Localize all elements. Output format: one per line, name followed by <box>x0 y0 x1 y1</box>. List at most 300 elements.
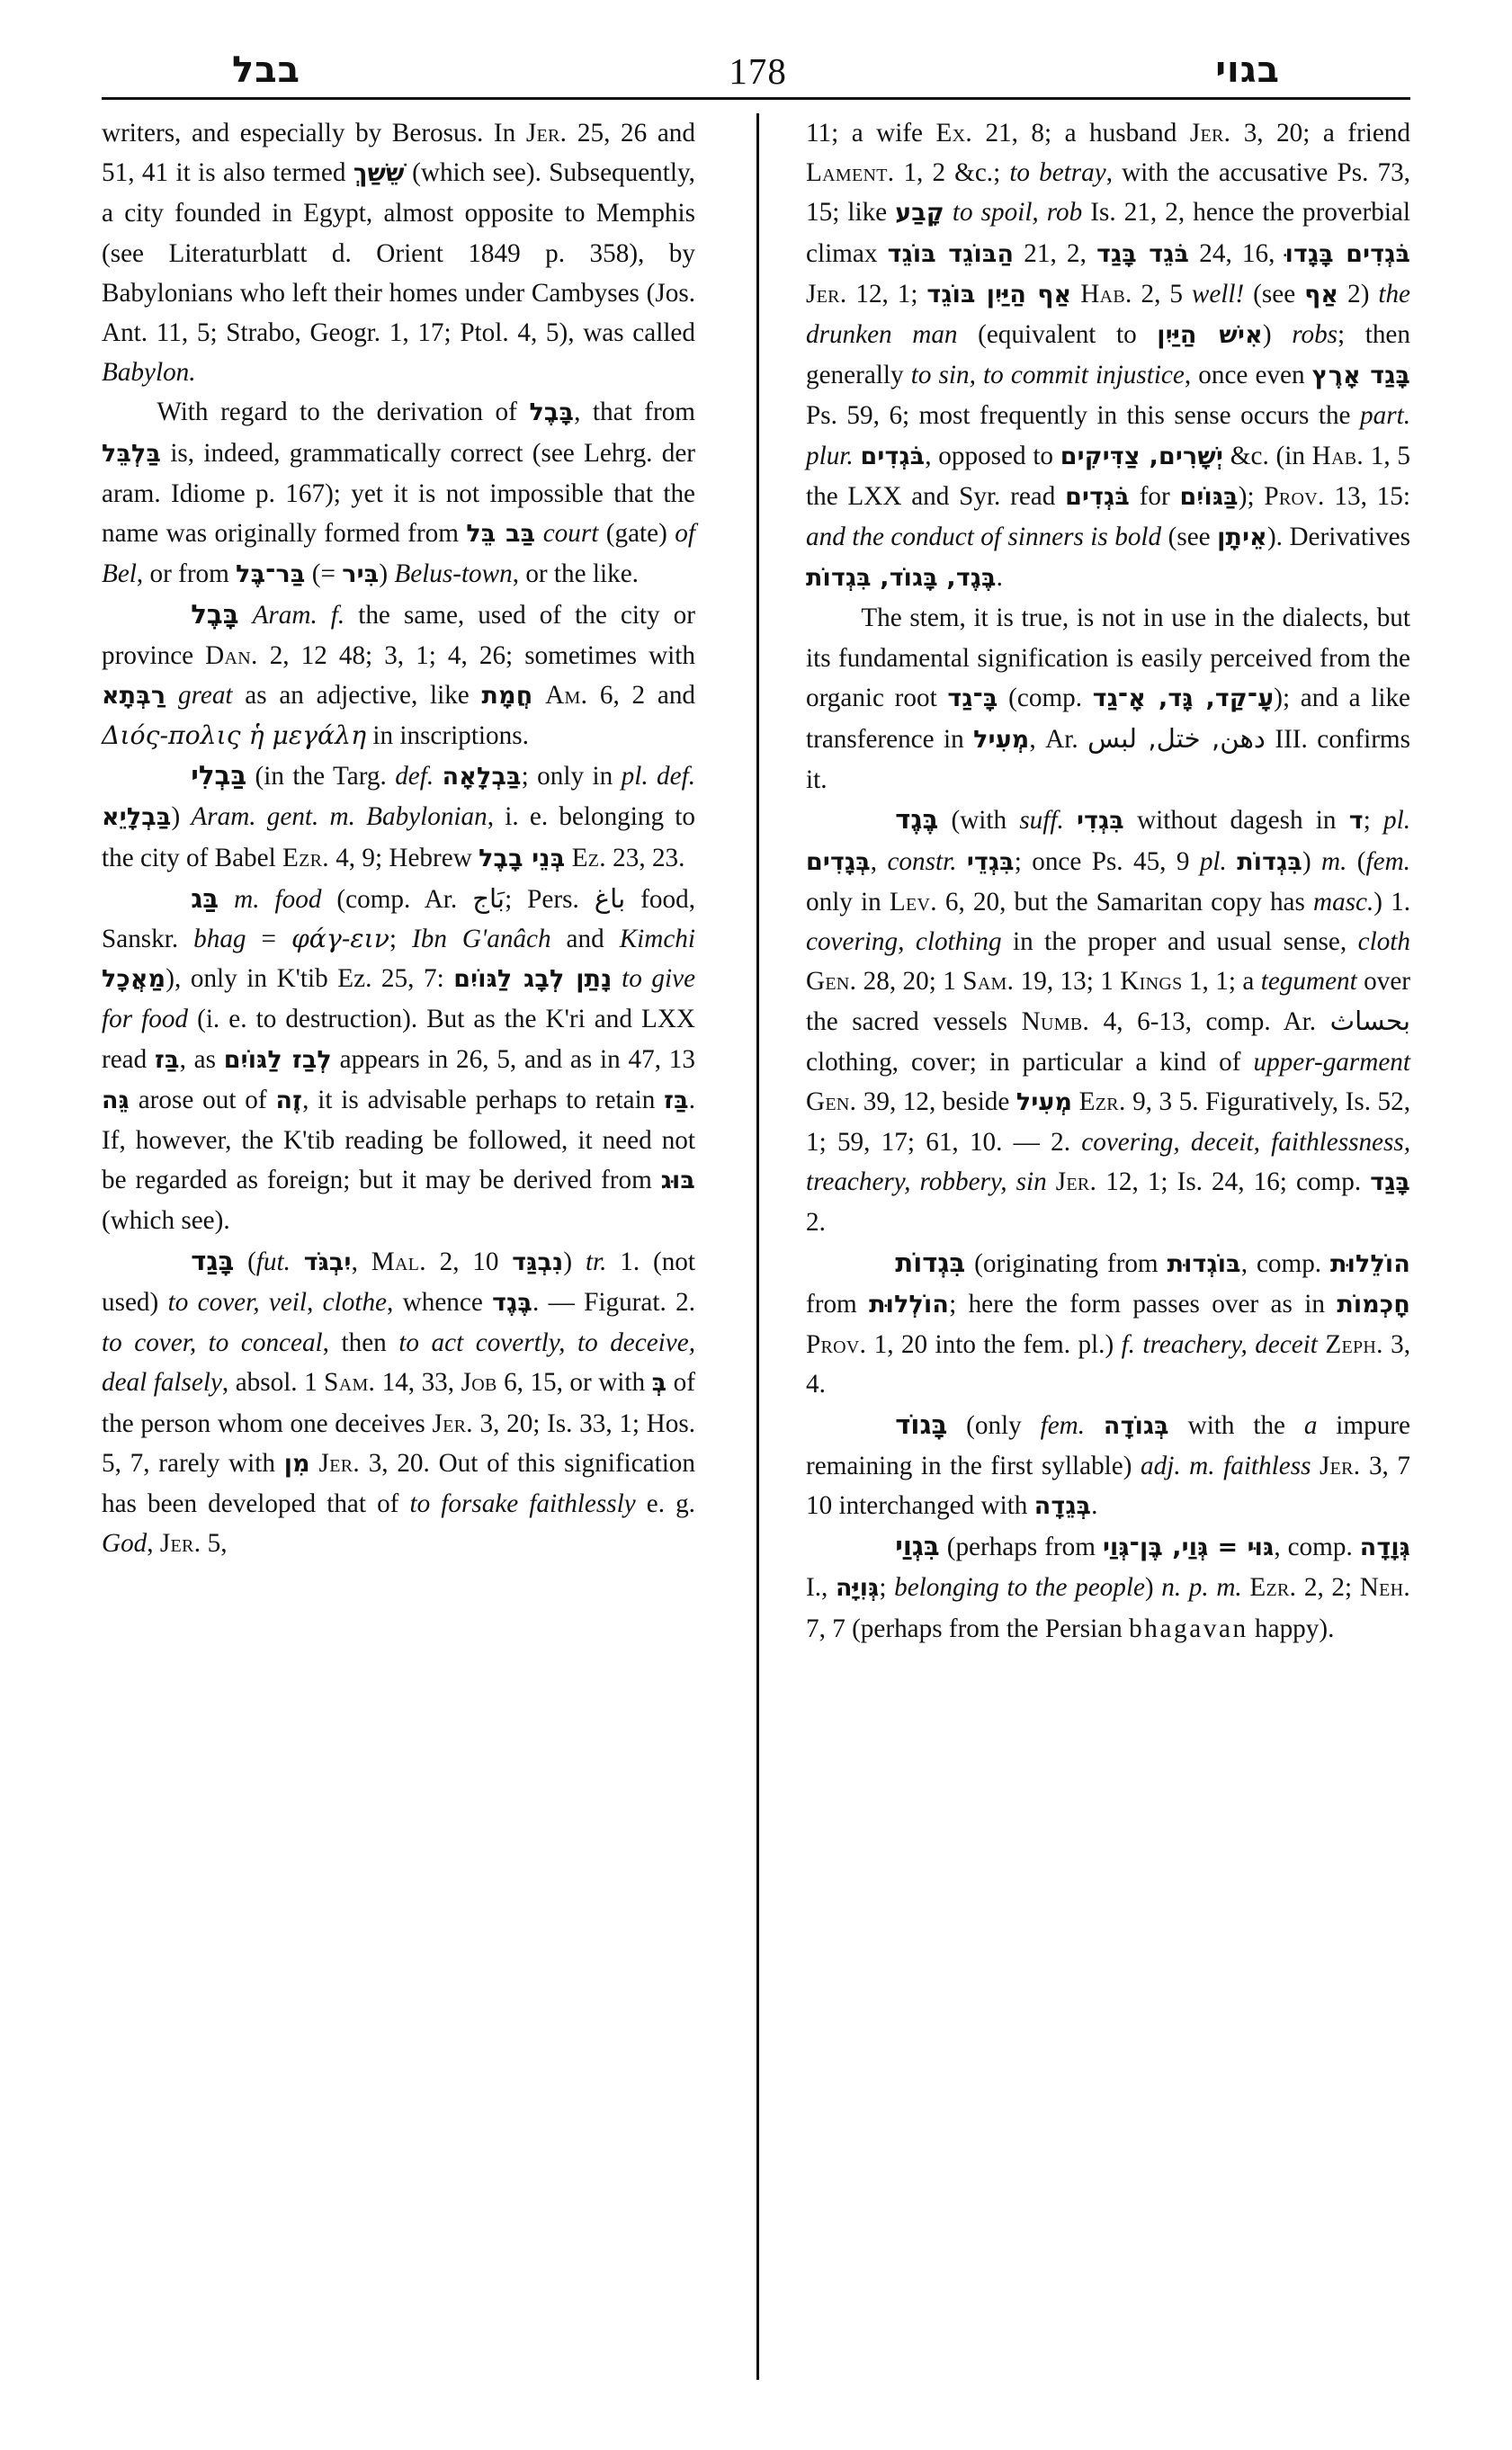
gloss-italic: to betray <box>1009 158 1106 188</box>
hebrew-word: בָּגַד <box>1370 1168 1410 1197</box>
hebrew-word: בֹּגְדִים בָּגָדוּ <box>1284 239 1411 268</box>
bible-book-abbrev: Hab. <box>1080 279 1132 308</box>
gloss-italic: of Bel <box>102 519 695 589</box>
hebrew-lemma: בָּבֶל <box>191 599 239 630</box>
body-text: , whence <box>387 1287 493 1317</box>
gloss-italic: n. p. m. <box>1161 1573 1242 1603</box>
gloss-italic: Ibn G'anâch <box>412 925 551 954</box>
body-text: (= <box>305 559 343 589</box>
body-text: III. confirms it. <box>806 725 1410 795</box>
left-column <box>102 113 695 2380</box>
hebrew-word: בָּגַד אָרֶץ <box>1311 362 1410 390</box>
body-text: , that from <box>574 398 695 427</box>
body-text: clothing, cover; in particular a kind of <box>806 1047 1254 1077</box>
body-text: e. g. <box>635 1489 695 1518</box>
body-text <box>535 519 542 548</box>
body-text: 24, 16, <box>1189 238 1285 268</box>
gloss-italic: to spoil, rob <box>952 198 1083 228</box>
body-text: 6, 20, but the Samaritan copy has <box>936 887 1313 917</box>
body-text: With regard to the derivation of <box>157 398 530 427</box>
body-text: 1. (not used) <box>102 1247 695 1317</box>
body-text: with the <box>1168 1410 1304 1440</box>
body-text: writers, and especially by Berosus. In <box>102 119 526 148</box>
header-rule <box>102 97 1410 100</box>
bible-book-abbrev: Hab. <box>1311 441 1364 470</box>
body-text: ) <box>171 802 192 832</box>
body-text <box>166 681 178 710</box>
body-text: . If, however, the K'tib reading be followed, it need not be regarded as foreign; but it may be derived from <box>102 1085 695 1195</box>
body-text <box>1227 847 1237 876</box>
hebrew-word: הַבּוֹגֵד בּוֹגֵד <box>887 239 1015 268</box>
body-text: 9, 3 5. Figuratively, Is. 52, 1; 59, 17; 61, 10. — 2. <box>806 1086 1410 1158</box>
gloss-italic: constr. <box>887 846 957 876</box>
entry-babel-continued <box>102 113 695 392</box>
arabic-word: دهن, ختل, لبس <box>1087 723 1266 755</box>
body-text: 1, 20 into the fem. pl.) <box>866 1330 1122 1360</box>
greek-word: φάγ-ειν <box>291 924 389 954</box>
hebrew-word: בִּגְדוֹת <box>1237 847 1302 876</box>
body-text: ( <box>234 1247 256 1276</box>
body-text: 12, 1; Is. 24, 16; comp. <box>1096 1167 1371 1197</box>
gloss-italic: pl. <box>1199 846 1227 876</box>
gloss-italic: great <box>178 680 233 710</box>
entry-bigdot <box>806 1243 1410 1405</box>
bible-book-abbrev: Neh. <box>1359 1573 1410 1603</box>
body-text: . <box>996 563 1003 593</box>
gloss-italic: food <box>274 884 322 914</box>
two-column-body <box>102 113 1410 2380</box>
hebrew-word: זֶה <box>275 1086 303 1114</box>
hebrew-lemma: בָּגוֹד <box>895 1408 948 1440</box>
hebrew-word: יִבְגֹּד <box>303 1247 352 1276</box>
hebrew-word: מִן <box>283 1449 310 1478</box>
hebrew-word: מַאֲכָל <box>102 965 166 994</box>
body-text: arose out of <box>129 1085 276 1114</box>
body-text: and <box>550 925 620 954</box>
body-text: bhagavan <box>1129 1614 1248 1643</box>
body-text: (perhaps from <box>939 1533 1103 1562</box>
body-text: 6, 2 and <box>587 680 696 710</box>
body-text: (comp. Ar. <box>321 884 473 914</box>
body-text: (gate) <box>598 519 675 549</box>
gloss-italic: def. <box>395 762 434 791</box>
body-text: (which see). Subsequently, a city founded in Egypt, almost opposite to Memphis (see Literaturblatt d. Orient 1849 p. 358), by Babylonians who left their homes under Cambyses (Jos. Ant. 11, 5; Strabo, Geogr. 1, 17; Ptol. 4, 5), was called <box>102 158 695 348</box>
body-text: ), only in K'tib Ez. 25, 7: <box>166 964 454 994</box>
body-text: ( <box>1346 846 1366 876</box>
gloss-italic: Belus-town <box>394 559 513 589</box>
arabic-word: باغ <box>594 882 626 914</box>
body-text: 1, 5 the LXX and Syr. read <box>806 441 1410 511</box>
body-text: 39, 12, beside <box>856 1086 1016 1116</box>
bible-book-abbrev: Dan. <box>205 640 258 670</box>
body-text <box>957 847 967 876</box>
gloss-italic: Kimchi <box>619 925 696 954</box>
gloss-italic: Babylon. <box>102 358 196 388</box>
body-text: , with the accusative Ps. 73, 15; like <box>806 158 1410 228</box>
bible-book-abbrev: Jer. <box>1319 1451 1361 1480</box>
body-text: (equivalent to <box>957 320 1158 350</box>
body-text: ) <box>1302 846 1322 876</box>
running-head-left-catchword: בבל <box>232 49 300 91</box>
body-text: for <box>1129 481 1180 511</box>
hebrew-lemma: בַּג <box>191 882 219 914</box>
body-text: happy). <box>1248 1614 1335 1643</box>
body-text: ) <box>1262 320 1293 350</box>
body-text: 1, 1; a <box>1182 967 1261 997</box>
bible-book-abbrev: Ez. <box>571 843 606 872</box>
bible-book-abbrev: Lev. <box>889 887 937 917</box>
body-text <box>1215 1452 1224 1480</box>
hebrew-word: בַּלְבֵּל <box>102 439 162 468</box>
bible-book-abbrev: Gen. <box>806 967 857 997</box>
body-text: . <box>1091 1490 1098 1520</box>
entry-bag <box>102 879 695 1241</box>
body-text: (which see). <box>102 1206 230 1236</box>
body-text: 14, 33, <box>375 1368 461 1398</box>
gloss-italic: God <box>102 1529 148 1559</box>
hebrew-word: בֹּגֵד בָּגַד <box>1096 239 1190 268</box>
body-text: of the person whom one deceives <box>102 1368 695 1438</box>
body-text: (see <box>1161 523 1218 552</box>
body-text: is, indeed, grammatically correct (see Lehrg. der aram. Idiome p. 167); yet it is not impossible that the name was originally formed from <box>102 438 695 549</box>
body-text: ) <box>1144 1573 1162 1603</box>
body-text: 7, 7 (perhaps from the Persian <box>806 1614 1130 1643</box>
gloss-italic: adj. m. <box>1141 1451 1215 1480</box>
body-text: 2, 12 48; 3, 1; 4, 26; sometimes with <box>257 640 695 670</box>
entry-bigvai <box>806 1526 1410 1649</box>
body-text: , <box>147 1529 160 1559</box>
hebrew-word: בּוֹגְדוּת <box>1167 1249 1241 1278</box>
greek-word: Διός-πολις ἡ μεγάλη <box>102 720 367 751</box>
gloss-italic: suff. <box>1019 806 1064 836</box>
hebrew-word: אַף הַיַּיִן בּוֹגֵד <box>926 280 1072 308</box>
body-text: in inscriptions. <box>366 721 529 751</box>
gloss-italic: upper-garment <box>1253 1047 1410 1077</box>
hebrew-word: חָכְמוֹת <box>1337 1290 1410 1319</box>
body-text: over the sacred vessels <box>806 967 1411 1037</box>
hebrew-word: בְּגוֹדָה <box>1103 1411 1169 1440</box>
body-text: ) <box>379 559 395 589</box>
body-text: 3, 7 10 interchanged with <box>806 1451 1411 1520</box>
hebrew-word: לְבַז לַגּוֹיִם <box>223 1045 332 1074</box>
hebrew-word: בְּ <box>651 1369 667 1398</box>
hebrew-word: אַף <box>1304 280 1339 308</box>
hebrew-word: ד <box>1348 807 1364 836</box>
hebrew-word: בַּבְלָיֵא <box>102 803 172 832</box>
body-text: ) <box>563 1247 586 1276</box>
body-text <box>1072 1087 1079 1116</box>
body-text: ; Pers. <box>505 884 595 914</box>
gloss-italic: part. plur. <box>806 401 1410 470</box>
bible-book-abbrev: Ezr. <box>1078 1086 1126 1116</box>
hebrew-word: מְעִיל <box>973 726 1030 755</box>
gloss-italic: faithless <box>1223 1451 1311 1480</box>
body-text: ; <box>389 925 413 954</box>
hebrew-word: בַּבְלָאָה <box>442 763 522 791</box>
gloss-italic: to cover, veil, clothe <box>167 1287 387 1317</box>
body-text: 3, 4. <box>806 1330 1411 1399</box>
gloss-italic: well! <box>1191 279 1245 308</box>
body-text: 21, 2, <box>1014 238 1097 268</box>
hebrew-lemma: בִּגְדוֹת <box>895 1247 966 1278</box>
body-text: ). Derivatives <box>1266 523 1410 552</box>
bible-book-abbrev: Jer. <box>159 1529 201 1559</box>
hebrew-word: בְּנֵי בָבֶל <box>479 844 566 872</box>
body-text <box>944 198 953 227</box>
body-text: (only <box>947 1410 1041 1440</box>
hebrew-word: בְּגֵדָה <box>1033 1491 1092 1520</box>
entry-bagad-continued <box>806 113 1410 598</box>
hebrew-word: יְשָׁרִים, צַדִּיקִים <box>1060 442 1224 470</box>
bible-book-abbrev: Jer. <box>1189 119 1231 148</box>
hebrew-word: בִּגְדִי <box>1077 807 1124 836</box>
hebrew-word: בֶּגֶד <box>492 1288 532 1317</box>
hebrew-word: גְּוָדָה <box>1359 1533 1410 1562</box>
hebrew-word: שֵׁשַׁךְ <box>353 159 405 188</box>
bible-book-abbrev: Jer. <box>432 1408 473 1438</box>
hebrew-word: בַּז <box>664 1086 689 1114</box>
body-text: 12, 1; <box>846 279 927 308</box>
gloss-italic: bhag <box>193 925 246 954</box>
body-text: 11; a wife <box>806 119 936 148</box>
gloss-italic: tegument <box>1260 967 1357 997</box>
entry-babel-aram <box>102 595 695 756</box>
bible-book-abbrev: Jer. <box>525 119 568 148</box>
body-text <box>260 885 275 914</box>
body-text: 4, 9; Hebrew <box>328 843 479 872</box>
body-text: 3, 20. Out of this signification has been developed that of <box>102 1448 695 1518</box>
body-text: 6, 15, or with <box>497 1368 652 1398</box>
body-text: (with <box>938 806 1020 836</box>
gloss-italic: fem. <box>1040 1410 1086 1440</box>
body-text: , or the like. <box>512 559 639 589</box>
hebrew-word: בַּב בֵּל <box>466 520 536 549</box>
bible-book-abbrev: Zeph. <box>1325 1330 1383 1360</box>
body-text: ; only in <box>521 762 622 791</box>
hebrew-word: אֵיתָן <box>1217 523 1267 552</box>
body-text: ; then generally <box>806 320 1410 390</box>
body-text: ); <box>1238 481 1265 511</box>
gloss-italic: fut. <box>255 1247 291 1276</box>
body-text: (comp. <box>998 683 1093 712</box>
body-text <box>565 844 571 872</box>
bible-book-abbrev: Am. <box>545 680 588 710</box>
gloss-italic: Babylonian <box>366 802 488 832</box>
body-text <box>434 762 442 791</box>
gloss-italic: pl. <box>1383 806 1411 836</box>
bible-book-abbrev: Ex. <box>935 119 972 148</box>
bible-book-abbrev: Numb. <box>1021 1007 1090 1037</box>
body-text: 5, <box>201 1529 228 1559</box>
page-number: 178 <box>729 50 787 92</box>
hebrew-word: בָּ־גַד <box>947 684 998 712</box>
bible-book-abbrev: Ezr. <box>1249 1573 1297 1603</box>
body-text <box>532 681 545 710</box>
gloss-italic: fem. <box>1365 846 1410 876</box>
body-text: I., <box>806 1573 836 1603</box>
body-text: 13, 15: <box>1324 481 1410 511</box>
body-text: 25, 26 and 51, 41 it is also termed <box>102 119 695 188</box>
bible-book-abbrev: Jer. <box>1055 1167 1097 1197</box>
gloss-italic: to sin, to commit injustice <box>910 361 1185 390</box>
hebrew-word: נִבְגַּד <box>512 1247 564 1276</box>
gloss-italic: tr. <box>585 1247 607 1276</box>
hebrew-word: בִּיר <box>342 560 380 589</box>
hebrew-word: קָבַע <box>895 199 944 228</box>
body-text: 2, 2; <box>1296 1573 1360 1603</box>
body-text: &c. (in <box>1223 441 1312 470</box>
running-head-right-catchword: בגוי <box>1215 49 1280 91</box>
gloss-italic: and the conduct of sinners is bold <box>806 523 1162 552</box>
bible-book-abbrev: Jer. <box>318 1448 360 1478</box>
gloss-italic: treachery, deceit <box>1142 1330 1318 1360</box>
body-text <box>1085 1411 1104 1440</box>
hebrew-word: בֶּגֶד, בָּגוֹד, בִּגְדוֹת <box>806 564 997 593</box>
hebrew-word: גּוּי = גְּוַי, בֶּן־גְּוַי <box>1102 1533 1275 1562</box>
gloss-italic: Aram. gent. m. <box>191 802 355 832</box>
gloss-italic: robs <box>1292 320 1338 350</box>
hebrew-word: בְּגָדִים <box>806 847 871 876</box>
body-text <box>1064 806 1077 835</box>
body-text: (in the Targ. <box>246 762 396 791</box>
body-text: , opposed to <box>925 441 1060 470</box>
body-text: the same, used of the city or province <box>102 601 695 670</box>
hebrew-word: נָתַן לְבָג לַגּוֹיִם <box>453 965 613 994</box>
bible-book-abbrev: Prov. <box>1264 481 1325 511</box>
body-text: 3, 20; Is. 33, 1; Hos. 5, 7, rarely with <box>102 1408 696 1478</box>
body-text: only in <box>806 887 890 917</box>
body-text: , i. e. belonging to the city of Babel <box>102 802 695 872</box>
arabic-word: بحساث <box>1329 1006 1411 1037</box>
bible-book-abbrev: Sam. <box>324 1368 376 1398</box>
gloss-italic: masc. <box>1312 887 1374 917</box>
gloss-italic: m. <box>1321 846 1347 876</box>
body-text: = <box>246 925 291 954</box>
arabic-word: بَاج <box>472 882 505 914</box>
body-text <box>1071 280 1080 308</box>
hebrew-lemma: בִּגְוַי <box>895 1531 940 1562</box>
body-text: ; <box>879 1573 895 1603</box>
body-text: . — Figurat. 2. <box>532 1287 695 1317</box>
body-text: ; here the form passes over as in <box>949 1289 1338 1319</box>
bible-book-abbrev: Job <box>461 1368 497 1398</box>
hebrew-word: בּוּג <box>660 1167 695 1195</box>
hebrew-word: בֹּגְדִים <box>1065 482 1130 511</box>
body-text: 21, 8; a husband <box>971 119 1190 148</box>
bible-book-abbrev: Ezr. <box>282 843 329 872</box>
gloss-italic: belonging to the people <box>894 1573 1145 1603</box>
hebrew-word: בִּגְדֵי <box>966 847 1015 876</box>
gloss-italic: f. <box>1121 1330 1135 1360</box>
hebrew-word: מְעִיל <box>1015 1087 1073 1116</box>
body-text: from <box>806 1289 870 1319</box>
body-text: , then <box>322 1328 399 1358</box>
body-text: Is. 21, 2, hence the proverbial climax <box>806 198 1410 268</box>
bible-book-abbrev: Mal. <box>371 1247 426 1276</box>
hebrew-word: גְּוִיָּה <box>835 1574 880 1603</box>
body-text: , <box>351 1247 371 1276</box>
body-text <box>291 1247 304 1276</box>
entry-babli <box>102 756 695 879</box>
body-text: , once even <box>1184 361 1312 390</box>
body-text: 2, 5 <box>1132 279 1192 308</box>
gloss-italic: to forsake faithlessly <box>409 1489 636 1518</box>
gloss-italic: Aram. f. <box>252 601 345 630</box>
body-text: , it is advisable perhaps to retain <box>302 1085 665 1114</box>
hebrew-word: עָ־קַד, גָּד, אָ־גַד <box>1092 684 1275 712</box>
body-text <box>355 802 366 831</box>
hebrew-word: אִישׁ הַיַּיִן <box>1157 321 1263 350</box>
gloss-italic: the drunken man <box>806 279 1411 350</box>
entry-stem-note <box>806 598 1410 800</box>
body-text: , absol. 1 <box>221 1368 325 1398</box>
running-head <box>99 27 1413 92</box>
bible-book-abbrev: Kings <box>1120 967 1183 997</box>
body-text: ) 1. <box>1373 887 1410 917</box>
body-text: , comp. <box>1240 1248 1331 1278</box>
gloss-italic: a <box>1303 1410 1318 1440</box>
body-text: impure remaining in the first syllable) <box>806 1410 1410 1480</box>
gloss-italic: court <box>542 519 599 549</box>
body-text: 1, 2 &c.; <box>894 158 1010 188</box>
gloss-italic: to cover, to conceal <box>102 1328 323 1358</box>
hebrew-word: בַּגּוֹיִם <box>1179 482 1239 511</box>
hebrew-word: גֵּה <box>102 1086 130 1114</box>
body-text: 3, 20; a friend <box>1230 119 1410 148</box>
hebrew-word: הוֹלֵלוּת <box>1330 1249 1410 1278</box>
bible-book-abbrev: Lament. <box>806 158 895 188</box>
hebrew-lemma: בֶּגֶד <box>895 804 939 836</box>
body-text: ; once Ps. 45, 9 <box>1014 846 1200 876</box>
body-text: , as <box>179 1044 224 1074</box>
gloss-italic: covering, clothing <box>806 927 1002 957</box>
body-text: 19, 13; 1 <box>1014 967 1121 997</box>
body-text <box>613 964 622 993</box>
hebrew-word: חֲמָת <box>481 681 533 710</box>
gloss-italic: covering, deceit, faithlessness, treachery, robbery, sin <box>806 1128 1411 1197</box>
bible-book-abbrev: Prov. <box>806 1330 867 1360</box>
body-text: 4, 6-13, comp. Ar. <box>1089 1007 1330 1037</box>
hebrew-word: רַבְּתָא <box>102 681 166 710</box>
body-text: in the proper and usual sense, <box>1001 927 1358 957</box>
hebrew-lemma: בָּגַד <box>191 1245 235 1276</box>
body-text: 2. <box>806 1208 826 1238</box>
body-text: Ps. 59, 6; most frequently in this sense occurs the <box>806 401 1361 431</box>
entry-beged <box>806 800 1410 1242</box>
body-text: (i. e. to destruction). But as the K'ri and LXX read <box>102 1005 695 1074</box>
body-text <box>1047 1167 1056 1196</box>
hebrew-word: הוֹלְלוּת <box>869 1290 950 1319</box>
gloss-italic: pl. def. <box>621 762 696 791</box>
hebrew-lemma: בַּבְלִי <box>191 760 247 791</box>
right-column <box>756 113 1410 2380</box>
gloss-italic: to give for food <box>102 964 696 1034</box>
body-text: 2) <box>1338 279 1379 308</box>
body-text: (see <box>1244 279 1305 308</box>
body-text: , Ar. <box>1029 725 1088 755</box>
body-text <box>239 601 253 630</box>
bible-book-abbrev: Sam. <box>962 967 1015 997</box>
body-text: , or from <box>136 559 237 589</box>
body-text <box>1311 1452 1320 1480</box>
body-text: ); and a like transference in <box>806 683 1410 755</box>
gloss-italic: to act covertly, to deceive, deal falsely <box>102 1328 695 1398</box>
hebrew-word: בַּר־בֶּל <box>236 560 306 589</box>
body-text: , <box>870 846 888 876</box>
body-text: food, Sanskr. <box>102 884 696 954</box>
body-text: The stem, it is true, is not in use in the dialects, but its fundamental signification is easily perceived from the organic root <box>806 604 1410 712</box>
body-text: ; <box>1363 806 1384 836</box>
